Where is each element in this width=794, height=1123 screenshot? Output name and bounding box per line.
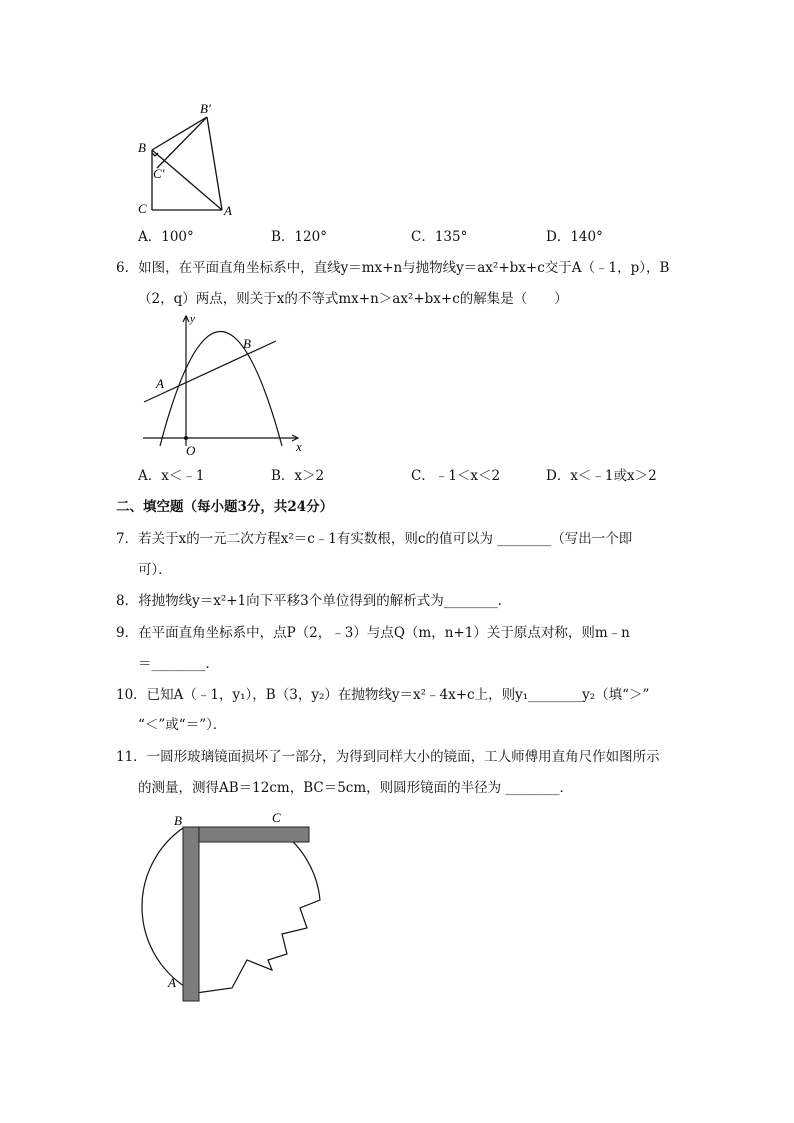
q6-label-y: y (190, 313, 195, 325)
q6-figure (135, 310, 310, 460)
q6-stem-line2: （2，q）两点，则关于x的不等式mx+n＞ax²+bx+c的解集是（ ） (138, 291, 568, 307)
q6-label-b: B (243, 336, 251, 351)
q7-stem-line1: 7．若关于x的一元二次方程x²＝c﹣1有实数根，则c的值可以为 ________（写出一个即 (116, 531, 633, 547)
q6-stem-line1: 6．如图，在平面直角坐标系中，直线y＝mx+n与抛物线y＝ax²+bx+c交于A（﹣1，p），B (116, 260, 670, 276)
q6-option-d: D．x＜﹣1或x＞2 (546, 468, 657, 484)
q5-option-c: C．135° (411, 229, 468, 245)
q6-label-x: x (296, 439, 302, 454)
q6-origin-dot (184, 436, 188, 440)
q6-option-c: C．﹣1＜x＜2 (411, 468, 501, 484)
q11-label-c: C (272, 810, 281, 825)
q6-parabola (160, 332, 282, 447)
q6-label-o: O (186, 443, 196, 458)
q5-label-c-prime: C′ (153, 166, 165, 181)
q5-label-c: C (138, 201, 147, 216)
q8-stem-line1: 8．将抛物线y＝x²+1向下平移3个单位得到的解析式为________． (116, 593, 512, 609)
q10-stem-line1: 10．已知A（﹣1，y₁），B（3，y₂）在抛物线y＝x²﹣4x+c上，则y₁________y₂（填“＞” (116, 687, 650, 703)
q11-figure (135, 805, 335, 1010)
q5-segment-ba (207, 117, 222, 210)
q9-stem-line1: 9．在平面直角坐标系中，点P（2，﹣3）与点Q（m，n+1）关于原点对称，则m﹣n (116, 625, 630, 641)
q5-option-b: B．120° (271, 229, 327, 245)
q11-ruler-corner (184, 828, 199, 843)
q5-option-a: A．100° (138, 229, 194, 245)
q11-ruler-horizontal (183, 827, 309, 842)
q6-option-a: A．x＜﹣1 (138, 468, 205, 484)
q9-stem-line2: ＝________． (138, 656, 219, 672)
q10-stem-line2: “＜”或“＝”）． (138, 717, 227, 733)
q5-label-a: A (224, 203, 232, 218)
q11-ruler-vertical (183, 827, 199, 1001)
q6-label-a: A (156, 376, 164, 391)
q11-label-b: B (174, 813, 182, 828)
q5-option-d: D．140° (546, 229, 603, 245)
q11-broken-mirror (142, 828, 320, 993)
section2-title: 二、填空题（每小题3分，共24分） (116, 499, 334, 515)
q11-label-a: A (168, 975, 176, 990)
q5-label-b: B (138, 140, 146, 155)
q11-stem-line1: 11．一圆形玻璃镜面损坏了一部分，为得到同样大小的镜面，工人师傅用直角尺作如图所示 (116, 749, 660, 765)
q11-stem-line2: 的测量，测得AB＝12cm，BC＝5cm，则圆形镜面的半径为 ________． (138, 780, 573, 796)
q5-label-b-prime: B′ (200, 101, 211, 116)
q5-figure (130, 95, 250, 220)
q5-right-angle-mark (152, 153, 158, 156)
q7-stem-line2: 可）． (138, 562, 172, 578)
q6-option-b: B．x＞2 (271, 468, 325, 484)
